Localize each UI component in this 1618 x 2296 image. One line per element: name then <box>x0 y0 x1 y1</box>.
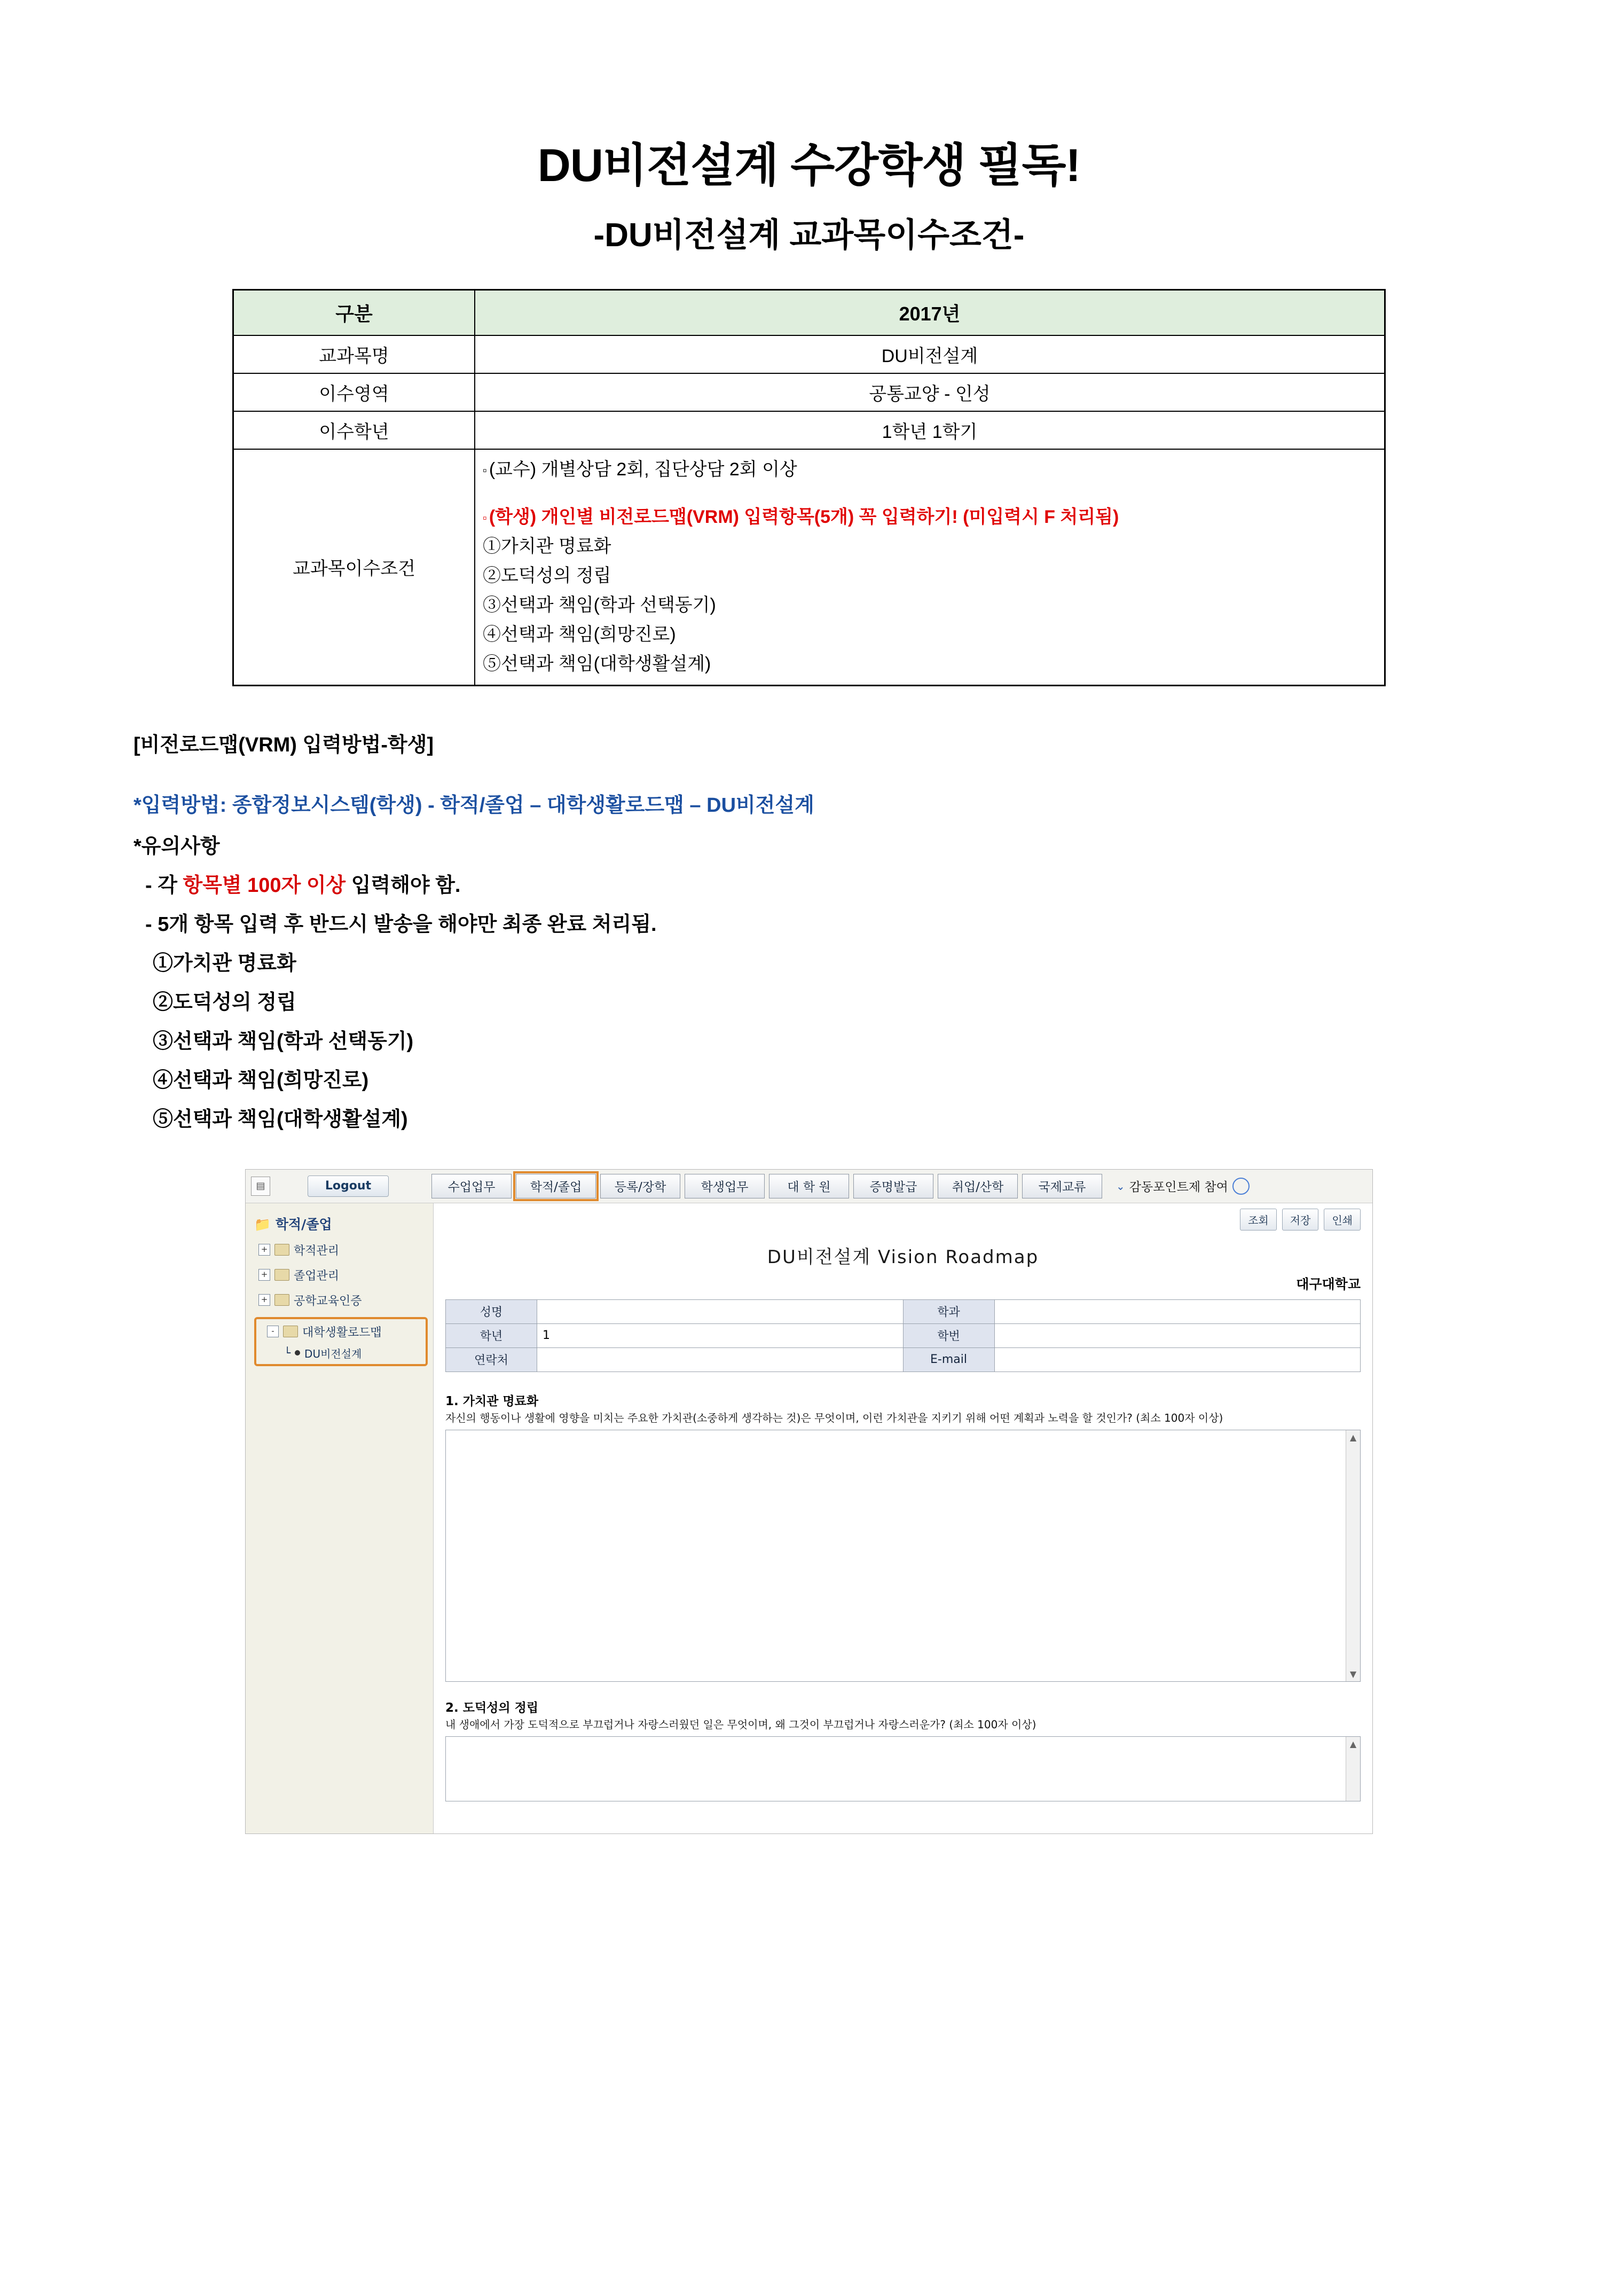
field-value-studentid[interactable] <box>994 1323 1361 1347</box>
table-header-row <box>233 290 1385 336</box>
chevron-down-icon: ⌄ <box>1116 1179 1125 1193</box>
question-1-textarea[interactable] <box>445 1430 1361 1682</box>
scroll-down-icon[interactable]: ▼ <box>1349 1668 1357 1679</box>
collapse-icon[interactable]: - <box>267 1326 279 1337</box>
expand-icon[interactable]: + <box>258 1244 270 1256</box>
field-label-email: E-mail <box>903 1347 994 1372</box>
tree-branch-icon: └ <box>284 1346 291 1360</box>
folder-open-icon <box>283 1326 298 1337</box>
university-name: 대구대학교 <box>1296 1276 1361 1292</box>
row-label-area: 이수영역 <box>233 373 475 411</box>
page-title: DU비전설계 수강학생 필독! <box>537 140 1081 191</box>
tab-국제교류[interactable]: 국제교류 <box>1022 1174 1102 1198</box>
field-label-department: 학과 <box>903 1299 994 1323</box>
header-year: 2017년 <box>475 290 1385 336</box>
row-label-requirement: 교과목이수조건 <box>233 449 475 685</box>
target-icon <box>1232 1178 1250 1195</box>
guide-item: ③선택과 책임(학과 선택동기) <box>153 1030 414 1053</box>
row-label-year: 이수학년 <box>233 411 475 449</box>
guide-item: ①가치관 명료화 <box>153 952 296 975</box>
requirement-content <box>475 449 1385 685</box>
table-row <box>446 1347 1361 1372</box>
table-row <box>233 373 1385 411</box>
row-label-course-name: 교과목명 <box>233 335 475 373</box>
field-value-name[interactable] <box>537 1299 904 1323</box>
sidebar-item-졸업관리[interactable]: + 졸업관리 <box>258 1267 428 1283</box>
guide-section-heading: [비전로드맵(VRM) 입력방법-학생] <box>133 733 434 756</box>
bullet-icon <box>295 1350 300 1355</box>
student-info-table <box>445 1299 1361 1372</box>
requirement-item: ⑤선택과 책임(대학생활설계) <box>483 654 711 675</box>
table-row <box>233 411 1385 449</box>
field-value-grade[interactable]: 1 <box>537 1323 904 1347</box>
sidebar-highlight-group <box>254 1317 428 1366</box>
tab-등록장학[interactable]: 등록/장학 <box>600 1174 680 1198</box>
question-2-description: 내 생애에서 가장 도덕적으로 부끄럽거나 자랑스러웠던 일은 무엇이며, 왜 그것이 부끄럽거나 자랑스러운가? (최소 100자 이상) <box>445 1718 1036 1731</box>
scroll-up-icon[interactable]: ▲ <box>1349 1738 1357 1749</box>
requirement-item: ④선택과 책임(희망진로) <box>483 624 676 645</box>
scroll-up-icon[interactable]: ▲ <box>1349 1432 1357 1443</box>
search-button[interactable]: 조회 <box>1240 1209 1277 1231</box>
sidebar <box>246 1203 434 1833</box>
field-label-name: 성명 <box>446 1299 537 1323</box>
scrollbar[interactable] <box>1346 1737 1360 1801</box>
sidebar-title: 📁 학적/졸업 <box>254 1216 332 1232</box>
table-row <box>446 1299 1361 1323</box>
window-icon: ▤ <box>251 1177 270 1196</box>
header-category: 구분 <box>233 290 475 336</box>
form-title: DU비전설계 Vision Roadmap <box>767 1246 1039 1268</box>
print-button[interactable]: 인쇄 <box>1324 1209 1361 1231</box>
requirement-item: ③선택과 책임(학과 선택동기) <box>483 595 716 616</box>
sidebar-item-공학교육인증[interactable]: + 공학교육인증 <box>258 1292 428 1308</box>
tab-증명발급[interactable]: 증명발급 <box>853 1174 933 1198</box>
main-menu-tabs <box>431 1174 1102 1198</box>
square-bullet-icon: ▫ <box>483 464 487 477</box>
tab-취업산학[interactable]: 취업/산학 <box>938 1174 1018 1198</box>
notice-item-1: - 각 항목별 100자 이상 입력해야 함. <box>145 874 461 897</box>
guide-item: ②도덕성의 정립 <box>153 991 296 1014</box>
content-pane <box>434 1203 1372 1833</box>
square-bullet-icon: ▫ <box>483 511 487 525</box>
toolbar <box>445 1209 1361 1231</box>
folder-icon <box>274 1269 289 1281</box>
question-1-heading: 1. 가치관 명료화 <box>445 1394 539 1408</box>
tab-수업업무[interactable]: 수업업무 <box>431 1174 512 1198</box>
row-value-course-name: DU비전설계 <box>475 335 1385 373</box>
sidebar-item-학적관리[interactable]: + 학적관리 <box>258 1242 428 1258</box>
question-1-description: 자신의 행동이나 생활에 영향을 미치는 주요한 가치관(소중하게 생각하는 것)은 무엇이며, 이런 가치관을 지키기 위해 어떤 계획과 노력을 할 것인가? (최소 100자 이상) <box>445 1411 1223 1424</box>
folder-icon <box>274 1294 289 1306</box>
expand-icon[interactable]: + <box>258 1294 270 1306</box>
folder-icon: 📁 <box>254 1216 271 1232</box>
field-label-studentid: 학번 <box>903 1323 994 1347</box>
table-row <box>233 335 1385 373</box>
screenshot-body <box>246 1203 1372 1833</box>
question-2-heading: 2. 도덕성의 정립 <box>445 1701 539 1715</box>
question-2-textarea[interactable] <box>445 1736 1361 1801</box>
table-row <box>446 1323 1361 1347</box>
notice-item-2: - 5개 항목 입력 후 반드시 발송을 해야만 최종 완료 처리됨. <box>145 913 657 936</box>
screenshot-topbar <box>246 1170 1372 1203</box>
page-subtitle: -DU비전설계 교과목이수조건- <box>593 217 1025 254</box>
requirement-item: ①가치관 명료화 <box>483 536 611 557</box>
requirement-item: ②도덕성의 정립 <box>483 566 611 586</box>
folder-icon <box>274 1244 289 1256</box>
input-method-line: *입력방법: 종합정보시스템(학생) - 학적/졸업 – 대학생활로드맵 – DU비전설계 <box>133 794 814 817</box>
table-row-requirement <box>233 449 1385 685</box>
logout-button[interactable]: Logout <box>308 1176 389 1197</box>
guide-item: ⑤선택과 책임(대학생활설계) <box>153 1108 408 1131</box>
row-value-year: 1학년 1학기 <box>475 411 1385 449</box>
field-value-email[interactable] <box>994 1347 1361 1372</box>
row-value-area: 공통교양 - 인성 <box>475 373 1385 411</box>
field-label-grade: 학년 <box>446 1323 537 1347</box>
sidebar-item-대학생활로드맵[interactable]: - 대학생활로드맵 <box>267 1323 422 1340</box>
field-label-contact: 연락처 <box>446 1347 537 1372</box>
save-button[interactable]: 저장 <box>1282 1209 1319 1231</box>
student-requirement-line: ▫ (학생) 개인별 비전로드맵(VRM) 입력항목(5개) 꼭 입력하기! (미입력시 F 처리됨) <box>483 507 1119 528</box>
field-value-contact[interactable] <box>537 1347 904 1372</box>
tab-대학원[interactable]: 대 학 원 <box>769 1174 849 1198</box>
point-program-link[interactable]: ⌄ 감동포인트제 참여 <box>1116 1177 1250 1195</box>
tab-학적졸업[interactable]: 학적/졸업 <box>516 1174 596 1198</box>
tab-학생업무[interactable]: 학생업무 <box>685 1174 765 1198</box>
course-condition-table <box>232 289 1386 686</box>
professor-requirement-line: ▫ (교수) 개별상담 2회, 집단상담 2회 이상 <box>483 459 797 480</box>
field-value-department[interactable] <box>994 1299 1361 1323</box>
system-screenshot <box>245 1169 1373 1834</box>
sidebar-subitem-du비전설계[interactable]: └ DU비전설계 <box>284 1346 362 1360</box>
notice-heading: *유의사항 <box>133 835 220 858</box>
spacer <box>483 484 1377 503</box>
guide-item: ④선택과 책임(희망진로) <box>153 1069 369 1092</box>
expand-icon[interactable]: + <box>258 1269 270 1281</box>
scrollbar[interactable] <box>1346 1430 1360 1681</box>
